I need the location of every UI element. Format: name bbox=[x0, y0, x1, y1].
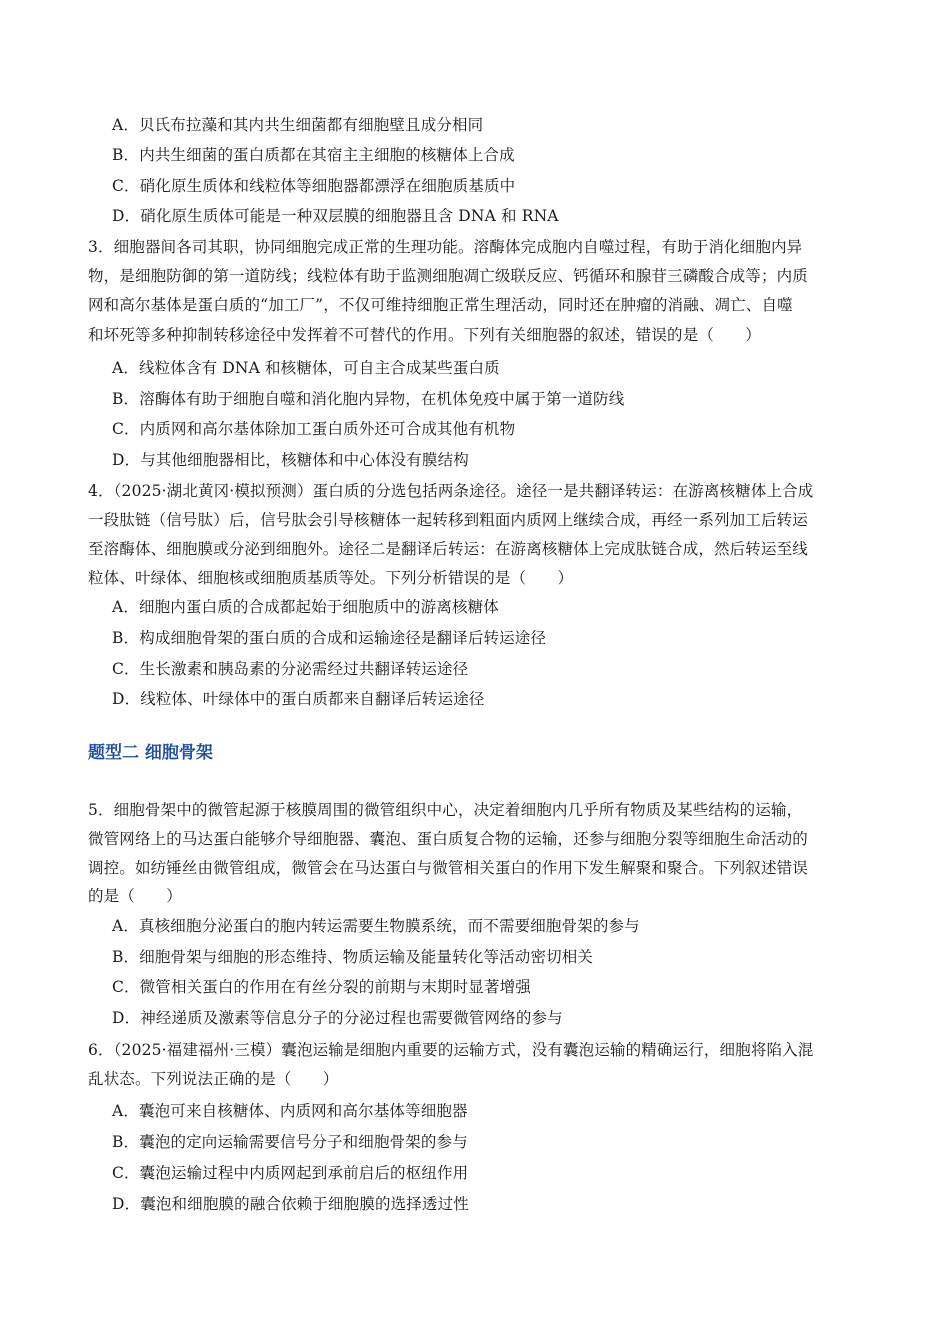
q5-option-c: C．微管相关蛋白的作用在有丝分裂的前期与末期时显著增强 bbox=[112, 978, 531, 996]
q2-option-a: A．贝氏布拉藻和其内共生细菌都有细胞壁且成分相同 bbox=[112, 116, 484, 134]
q6-stem-line-2: 乱状态。下列说法正确的是（ ） bbox=[88, 1070, 339, 1088]
q3-option-a: A．线粒体含有 DNA 和核糖体，可自主合成某些蛋白质 bbox=[112, 359, 500, 377]
q6-option-c: C．囊泡运输过程中内质网起到承前启后的枢纽作用 bbox=[112, 1164, 469, 1182]
q3-option-c: C．内质网和高尔基体除加工蛋白质外还可合成其他有机物 bbox=[112, 420, 516, 438]
q2-option-b: B．内共生细菌的蛋白质都在其宿主主细胞的核糖体上合成 bbox=[112, 146, 515, 164]
q5-option-d: D．神经递质及激素等信息分子的分泌过程也需要微管网络的参与 bbox=[112, 1009, 563, 1027]
q4-option-a: A．细胞内蛋白质的合成都起始于细胞质中的游离核糖体 bbox=[112, 598, 499, 616]
q3-stem-line-1: 3．细胞器间各司其职，协同细胞完成正常的生理功能。溶酶体完成胞内自噬过程，有助于消化细胞内异 bbox=[88, 238, 803, 256]
q4-option-d: D．线粒体、叶绿体中的蛋白质都来自翻译后转运途径 bbox=[112, 690, 485, 708]
section-title: 题型二 细胞骨架 bbox=[88, 743, 213, 763]
q5-stem-line-3: 调控。如纺锤丝由微管组成，微管会在马达蛋白与微管相关蛋白的作用下发生解聚和聚合。下列叙述错误 bbox=[88, 859, 808, 877]
q5-stem-line-4: 的是（ ） bbox=[88, 887, 182, 905]
q3-stem-line-4: 和坏死等多种抑制转移途径中发挥着不可替代的作用。下列有关细胞器的叙述，错误的是（ ） bbox=[88, 326, 761, 344]
q6-option-d: D．囊泡和细胞膜的融合依赖于细胞膜的选择透过性 bbox=[112, 1195, 469, 1213]
q2-option-c: C．硝化原生质体和线粒体等细胞器都漂浮在细胞质基质中 bbox=[112, 177, 516, 195]
q4-stem-line-3: 至溶酶体、细胞膜或分泌到细胞外。途径二是翻译后转运：在游离核糖体上完成肽链合成，然后转运至线 bbox=[88, 540, 808, 558]
q5-stem-line-1: 5．细胞骨架中的微管起源于核膜周围的微管组织中心，决定着细胞内几乎所有物质及某些结构的运输， bbox=[88, 801, 803, 819]
q4-stem-line-1: 4．（2025·湖北黄冈·模拟预测）蛋白质的分选包括两条途径。途径一是共翻译转运：在游离核糖体上合成 bbox=[88, 482, 814, 500]
q5-option-a: A．真核细胞分泌蛋白的胞内转运需要生物膜系统，而不需要细胞骨架的参与 bbox=[112, 917, 640, 935]
q6-stem-line-1: 6．（2025·福建福州·三模）囊泡运输是细胞内重要的运输方式，没有囊泡运输的精确运行，细胞将陷入混 bbox=[88, 1041, 814, 1059]
q4-option-b: B．构成细胞骨架的蛋白质的合成和运输途径是翻译后转运途径 bbox=[112, 629, 547, 647]
q5-stem-line-2: 微管网络上的马达蛋白能够介导细胞器、囊泡、蛋白质复合物的运输，还参与细胞分裂等细胞生命活动的 bbox=[88, 830, 808, 848]
q5-option-b: B．细胞骨架与细胞的形态维持、物质运输及能量转化等活动密切相关 bbox=[112, 948, 594, 966]
q2-option-d: D．硝化原生质体可能是一种双层膜的细胞器且含 DNA 和 RNA bbox=[112, 207, 559, 225]
q3-stem-line-2: 物，是细胞防御的第一道防线；线粒体有助于监测细胞凋亡级联反应、钙循环和腺苷三磷酸合成等；内质 bbox=[88, 267, 808, 285]
q3-option-d: D．与其他细胞器相比，核糖体和中心体没有膜结构 bbox=[112, 451, 469, 469]
q4-option-c: C．生长激素和胰岛素的分泌需经过共翻译转运途径 bbox=[112, 660, 469, 678]
q4-stem-line-4: 粒体、叶绿体、细胞核或细胞质基质等处。下列分析错误的是（ ） bbox=[88, 569, 574, 587]
q3-stem-line-3: 网和高尔基体是蛋白质的“加工厂”，不仅可维持细胞正常生理活动，同时还在肿瘤的消融、凋亡、自噬 bbox=[88, 296, 793, 314]
q6-option-a: A．囊泡可来自核糖体、内质网和高尔基体等细胞器 bbox=[112, 1102, 468, 1120]
q6-option-b: B．囊泡的定向运输需要信号分子和细胞骨架的参与 bbox=[112, 1133, 468, 1151]
q3-option-b: B．溶酶体有助于细胞自噬和消化胞内异物，在机体免疫中属于第一道防线 bbox=[112, 390, 625, 408]
q4-stem-line-2: 一段肽链（信号肽）后，信号肽会引导核糖体一起转移到粗面内质网上继续合成，再经一系列加工后转运 bbox=[88, 511, 808, 529]
